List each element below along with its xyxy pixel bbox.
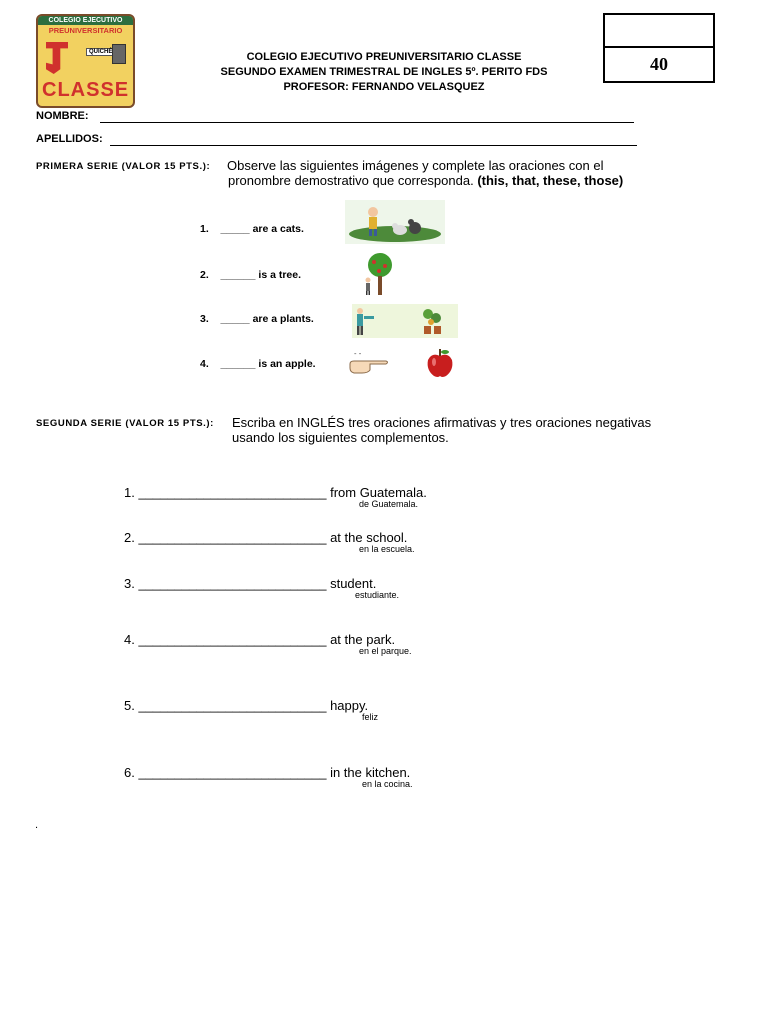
serie2-item-3 — [124, 576, 376, 591]
tree-icon — [360, 252, 400, 296]
header-line-3: PROFESOR: FERNANDO VELASQUEZ — [283, 81, 485, 93]
footer-dot: . — [35, 819, 39, 831]
header-line-2: SEGUNDO EXAMEN TRIMESTRAL DE INGLES 5º. PERITO FDS — [220, 66, 548, 78]
nombre-input-line[interactable] — [100, 122, 634, 123]
item-text: are a plants. — [252, 313, 314, 325]
item-complement: student. — [330, 576, 377, 591]
serie2-item-1 — [124, 485, 427, 500]
serie2-translation-4: en el parque. — [359, 646, 412, 656]
item-number: 2. — [200, 269, 209, 281]
item-complement: from Guatemala. — [330, 485, 427, 500]
logo-bottom-text: CLASSE — [42, 79, 130, 101]
serie2-instruction-line2: usando los siguientes complementos. — [232, 430, 449, 445]
item-number: 5. — [124, 698, 135, 713]
serie1-item-3 — [200, 313, 314, 325]
answer-blank[interactable]: __________________________ — [138, 485, 327, 500]
serie1-title: PRIMERA SERIE (VALOR 15 PTS.): — [36, 161, 211, 172]
serie1-item-1 — [200, 223, 304, 235]
apellidos-label: APELLIDOS: — [36, 133, 103, 145]
pointing-hand-icon — [348, 350, 390, 376]
answer-blank[interactable]: ______ — [220, 269, 256, 281]
logo-badge: QUICHÉ — [86, 48, 115, 56]
serie2-item-4 — [124, 632, 395, 647]
item-number: 6. — [124, 765, 135, 780]
svg-text:- -: - - — [354, 350, 362, 358]
item-text: are a cats. — [252, 223, 304, 235]
logo-top-text: COLEGIO EJECUTIVO — [38, 16, 133, 25]
answer-blank[interactable]: __________________________ — [138, 765, 327, 780]
item-number: 4. — [200, 358, 209, 370]
answer-blank[interactable]: __________________________ — [138, 632, 327, 647]
item-number: 2. — [124, 530, 135, 545]
answer-blank[interactable]: __________________________ — [138, 576, 327, 591]
item-complement: in the kitchen. — [330, 765, 411, 780]
apellidos-input-line[interactable] — [110, 145, 637, 146]
answer-blank[interactable]: __________________________ — [138, 530, 327, 545]
serie2-item-5 — [124, 698, 368, 713]
serie1-item-4 — [200, 358, 316, 370]
item-text: is a tree. — [258, 269, 302, 281]
item-complement: at the school. — [330, 530, 408, 545]
serie2-item-2 — [124, 530, 407, 545]
serie1-instruction-pronouns: (this, that, these, those) — [477, 173, 624, 188]
serie2-title: SEGUNDA SERIE (VALOR 15 PTS.): — [36, 418, 214, 429]
answer-blank[interactable]: __________________________ — [138, 698, 327, 713]
item-complement: at the park. — [330, 632, 396, 647]
item-number: 3. — [124, 576, 135, 591]
item-number: 4. — [124, 632, 135, 647]
serie1-item-2 — [200, 269, 301, 281]
item-number: 1. — [124, 485, 135, 500]
serie2-item-6 — [124, 765, 410, 780]
nombre-label: NOMBRE: — [36, 110, 89, 122]
score-box-blank — [605, 15, 713, 48]
item-number: 3. — [200, 313, 209, 325]
serie1-instruction-line2 — [228, 173, 623, 188]
serie2-translation-2: en la escuela. — [359, 544, 415, 554]
answer-blank[interactable]: _____ — [220, 313, 250, 325]
item-complement: happy. — [330, 698, 369, 713]
cats-icon — [345, 200, 445, 244]
logo-middle-text: PREUNIVERSITARIO — [48, 26, 123, 35]
item-text: is an apple. — [258, 358, 316, 370]
answer-blank[interactable]: _____ — [220, 223, 250, 235]
apple-icon — [424, 348, 456, 378]
serie2-translation-5: feliz — [362, 712, 379, 722]
serie2-translation-1: de Guatemala. — [359, 499, 419, 509]
score-value: 40 — [650, 54, 668, 74]
plants-icon — [352, 304, 458, 338]
serie1-instruction-line1: Observe las siguientes imágenes y complete las oraciones con el — [227, 158, 604, 173]
item-number: 1. — [200, 223, 209, 235]
serie2-translation-6: en la cocina. — [362, 779, 413, 789]
serie2-translation-3: estudiante. — [355, 590, 400, 600]
serie1-instruction-text: pronombre demostrativo que corresponda. — [228, 173, 474, 188]
serie2-instruction-line1: Escriba en INGLÉS tres oraciones afirmativas y tres oraciones negativas — [232, 415, 652, 430]
answer-blank[interactable]: ______ — [220, 358, 256, 370]
header-line-1: COLEGIO EJECUTIVO PREUNIVERSITARIO CLASSE — [246, 51, 522, 63]
